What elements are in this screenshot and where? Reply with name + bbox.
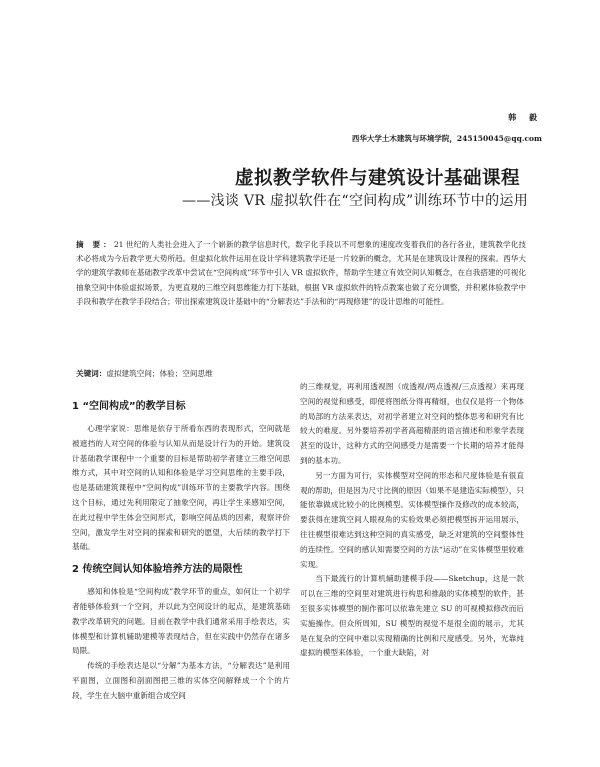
keywords-label: 关键词：	[76, 369, 107, 378]
abstract	[76, 238, 526, 309]
author-affiliation: 西华大学土木建筑与环境学院，245150045@qq.com	[351, 134, 542, 143]
right-column	[300, 380, 524, 661]
author-name: 韩 毅	[508, 112, 542, 122]
abstract-label: 摘 要：	[76, 240, 114, 249]
keywords-text: 虚拟建筑空间；体验；空间思维	[106, 369, 213, 378]
paragraph: 当下最流行的计算机辅助建模手段——Sketchup，这是一款可以在三维的空间里对建筑进行构思和推敲的实体模型的软件，甚至很多实体模型的制作都可以依靠先建立 SU 的可视模拟修改而后实施操作。但众所周知，SU 模型的视觉不是很全面的展示，尤其是在复杂的空间中难以实现精确的比例和尺度感受。另外，光靠纯虚拟的模型来体验，一个重大缺陷，对	[300, 574, 524, 658]
paragraph: 传统的手绘表达是以“分解”为基本方法，“分解表达”是利用平面图，立面图和剖面图把三维的实体空间解释成一个个的片段，学生在大脑中重新组合成空间	[72, 661, 290, 700]
left-column	[72, 400, 290, 704]
paper-title: 虚拟教学软件与建筑设计基础课程	[234, 168, 520, 189]
author-block	[352, 112, 542, 144]
paragraph: 感知和体验是“空间构成”教学环节的重点，如何让一个初学者能够体验到一个空间，并以此为空间设计的起点，是建筑基础教学改革研究的问题。目前在教学中我们通常采用手绘表达，实体模型和计算机辅助建模等表现结合，但在实践中仍然存在诸多局限。	[72, 587, 290, 656]
section-heading-1: 1 “空间构成”的教学目标	[72, 401, 186, 412]
paper-subtitle: ——浅谈 VR 虚拟软件在“空间构成”训练环节中的运用	[182, 193, 528, 209]
paragraph: 另一方面为可行，实体模型对空间的形态和尺度体验是有很直观的帮助，但是因为尺寸比例的原因（如果不是建造实际模型），只能依靠做成比较小的比例模型。实体模型操作及修改的成本较高，要获得在建筑空间人眼视角的实验效果必须把模型拆开运用展示，往往模型很难达到这种空间的真实感受，缺乏对建筑的空间整体性的连续性。空间的感认知需要空间的方法“运动”在实体模型里较难实现。	[300, 470, 525, 569]
paragraph: 心理学家说：思维是依存于所看东西的表现形式，空间就是被遮挡的人对空间的体验与认知从而是设计行为的开始。建筑设计基础教学课程中一个重要的目标是帮助初学者建立三维空间思维方式，其中对空间的认知和体验是学习空间思维的主要手段，也是基础建筑课程中“空间构成”训练环节的主要教学内容。围绕这个目标，通过先利用限定了抽象空间，再让学生来感知空间，在此过程中学生体会空间形式，影响空间品质的因素，观察评价空间，激发学生对空间的探索和研究的愿望，大后续的教学打下基础。	[72, 424, 290, 552]
abstract-text: 21 世纪的人类社会进入了一个崭新的教学信息时代，数字化手段以不可想象的速度改变着我们的各行各业，建筑教学化技术必将成为今后教学更大势所趋。但虚拟化软件运用在设计学科建筑教学还是一片较新的概念，尤其是在建筑设计课程的探索。西华大学的建筑学教师在基础教学改革中尝试在“空间构成”环节中引入 VR 虚拟软件，帮助学生建立有效空间认知概念，在自我搭建的可视化抽象空间中体验虚拟场景，为更直观的三维空间思维能力打下基础，根据 VR 虚拟软件的特点教案也做了充分调整，并积累体验教学中手段和教学在教学手段结合；带出探索建筑设计基础中的“分解表达”手法和的“再现修建”的设计思维的可能性。	[76, 240, 526, 306]
paragraph: 的三维视觉，再利用透视图（成透视/两点透视/三点透视）来再现空间的视觉和感受，即使将图纸分得再精细，也仅仅是将一个物体的局部的方法来表达，对初学者建立对空间的整体思考和研究有比较大的难度。另外要培养初学者高超精湛的语言描述和形象学表现甚至的设计，这种方式的空间感受力是需要一个长期的培养才能得到的基本功。	[300, 382, 524, 465]
keywords	[76, 368, 213, 379]
section-heading-2: 2 传统空间认知体验培养方法的局限性	[72, 564, 243, 576]
